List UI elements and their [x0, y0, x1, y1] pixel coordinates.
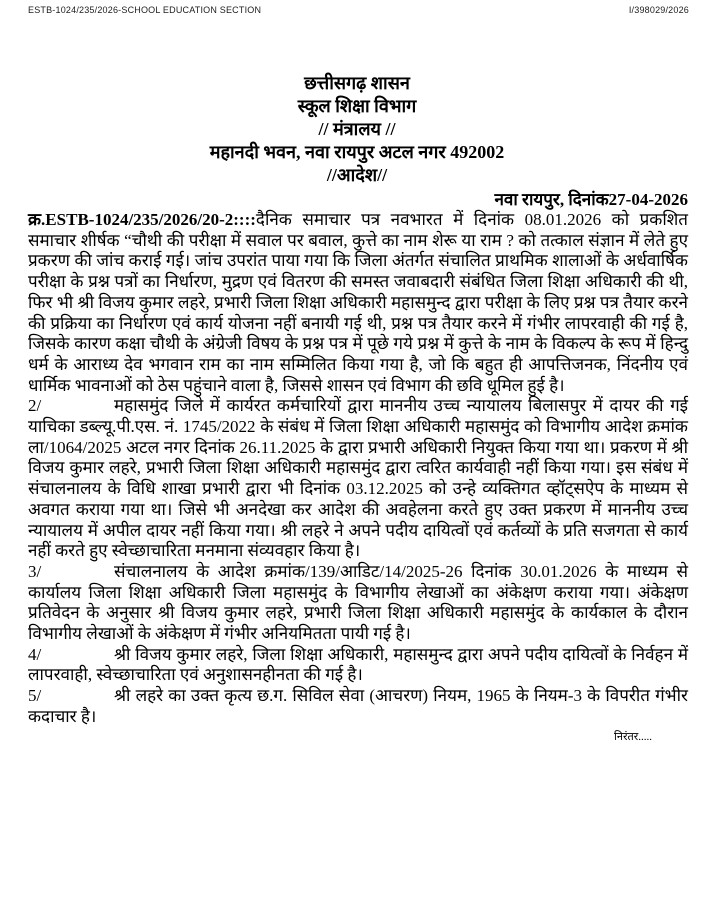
- eoffice-header: [0, 0, 714, 15]
- eoffice-issue-number: I/398029/2026: [628, 5, 689, 15]
- government-name: छत्तीसगढ़ शासन: [304, 73, 410, 93]
- order-body: [0, 210, 714, 728]
- paragraph-3-number: 3/: [28, 561, 42, 581]
- paragraph-3: [28, 562, 688, 645]
- paragraph-5: [28, 686, 688, 727]
- paragraph-5-number: 5/: [28, 686, 42, 706]
- paragraph-2-number: 2/: [28, 396, 42, 416]
- address-line: महानदी भवन, नवा रायपुर अटल नगर 492002: [209, 142, 505, 162]
- paragraph-4-number: 4/: [28, 644, 42, 664]
- eoffice-file-number: ESTB-1024/235/2026-SCHOOL EDUCATION SECTION: [28, 5, 262, 15]
- paragraph-4: [28, 645, 688, 686]
- paragraph-1-text: दैनिक समाचार पत्र नवभारत में दिनांक 08.01.2026 को प्रकशित समाचार शीर्षक “चौथी की परीक्षा में सवाल पर बवाल, कुत्ते का नाम शेरू या राम ? को तत्काल संज्ञान में लेते हुए प्रकरण की जांच कराई गई। जांच उपरांत पाया गया कि जिला अंतर्गत संचालित प्राथमिक शालाओं के अर्धवार्षिक परीक्षा के प्रश्न पत्रों का निर्धारण, मुद्रण एवं वितरण की समस्त जवाबदारी संबंधित जिला शिक्षा अधिकारी की थी, फिर भी श्री विजय कुमार लहरे, प्रभारी जिला शिक्षा अधिकारी महासमुन्द द्वारा परीक्षा के लिए प्रश्न पत्र तैयार करने की प्रक्रिया का निर्धारण एवं कार्य योजना नहीं बनायी गई थी, प्रश्न पत्र तैयार करने में गंभीर लापरवाही की गई है, जिसके कारण कक्षा चौथी के अंग्रेजी विषय के प्रश्न पत्र में पूछे गये प्रश्न में कुत्ते के नाम के विकल्प के रूप में हिन्दु धर्म के आराध्य देव भगवान राम का नाम सम्मिलित किया गया है, जो कि बहुत ही आपत्तिजनक, निंदनीय एवं धार्मिक भावनाओं को ठेस पहुंचाने वाला है, जिससे शासन एवं विभाग की छवि धूमिल हुई है।: [28, 210, 688, 395]
- paragraph-5-text: श्री लहरे का उक्त कृत्य छ.ग. सिविल सेवा (आचरण) नियम, 1965 के नियम-3 के विपरीत गंभीर कदाचार है।: [28, 686, 688, 726]
- paragraph-3-text: संचालनालय के आदेश क्रमांक/139/आडिट/14/2025-26 दिनांक 30.01.2026 के माध्यम से कार्यालय जिला शिक्षा अधिकारी जिला महासमुंद के विभागीय लेखाओं का अंकेक्षण कराया गया। अंकेक्षण प्रतिवेदन के अनुसार श्री विजय कुमार लहरे, प्रभारी जिला शिक्षा अधिकारी महासमुंद के कार्यकाल के दौरान विभागीय लेखाओं के अंकेक्षण में गंभीर अनियमितता पायी गई है।: [28, 561, 688, 644]
- ministry-line: // मंत्रालय //: [318, 119, 396, 139]
- paragraph-2: [28, 396, 688, 562]
- letterhead: [0, 72, 714, 187]
- paragraph-1: [28, 210, 688, 396]
- continuation-marker: निरंतर.....: [614, 730, 652, 743]
- place-date-line: नवा रायपुर, दिनांक27-04-2026: [494, 190, 688, 209]
- order-reference-number: क्र.ESTB-1024/235/2026/20-2::::: [28, 210, 256, 229]
- order-title: //आदेश//: [326, 165, 388, 185]
- department-name: स्कूल शिक्षा विभाग: [297, 96, 417, 116]
- paragraph-2-text: महासमुंद जिले में कार्यरत कर्मचारियों द्वारा माननीय उच्च न्यायालय बिलासपुर में दायर की गई याचिका डब्ल्यू.पी.एस. नं. 1745/2022 के संबंध में जिला शिक्षा अधिकारी महासमुंद को विभागीय आदेश क्रमांक ला/1064/2025 अटल नगर दिनांक 26.11.2025 के द्वारा प्रभारी अधिकारी नियुक्त किया गया था। प्रकरण में श्री विजय कुमार लहरे, प्रभारी जिला शिक्षा अधिकारी महासमुंद द्वारा त्वरित कार्यवाही नहीं किया गया। इस संबंध में संचालनालय के विधि शाखा प्रभारी द्वारा भी दिनांक 03.12.2025 को उन्हे व्यक्तिगत व्हॉट्सऐप के माध्यम से अवगत कराया गया था। जिसे भी अनदेखा कर आदेश की अवहेलना करते हुए उक्त प्रकरण में माननीय उच्च न्यायालय में अपील दायर नहीं किया गया। श्री लहरे ने अपने पदीय दायित्वों एवं कर्तव्यों के प्रति सजगता से कार्य नहीं करते हुए स्वेच्छाचारिता मनमाना संव्यवहार किया है।: [28, 396, 688, 561]
- paragraph-4-text: श्री विजय कुमार लहरे, जिला शिक्षा अधिकारी, महासमुन्द द्वारा अपने पदीय दायित्वों के निर्वहन में लापरवाही, स्वेच्छाचारिता एवं अनुशासनहीनता की गई है।: [28, 644, 688, 685]
